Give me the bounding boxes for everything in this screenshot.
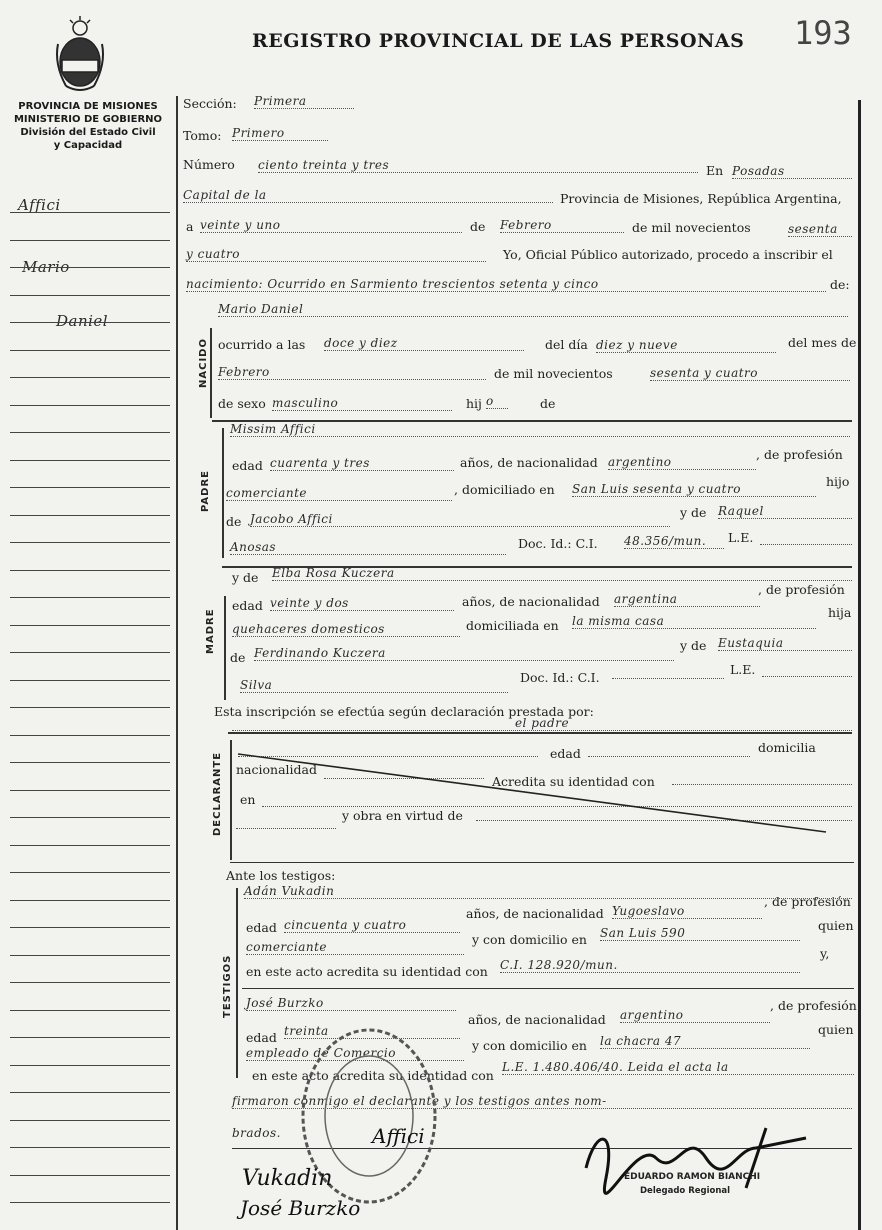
margin-rule xyxy=(10,542,170,543)
t2-anos-nac-label: años, de nacionalidad xyxy=(468,1012,606,1027)
padre-side-label: PADRE xyxy=(200,470,211,512)
domicilia-label: domicilia xyxy=(758,740,816,755)
hijo-label: hijo xyxy=(826,474,850,489)
margin-rule xyxy=(10,817,170,818)
oficial-label: Yo, Oficial Público autorizado, procedo a inscribir el xyxy=(503,247,833,262)
t1-quien-label: quien xyxy=(818,918,854,933)
margin-name2: Daniel xyxy=(56,312,109,330)
padre-de-label: de xyxy=(226,514,242,529)
margin-rule xyxy=(10,597,170,598)
madre-edad-label: edad xyxy=(232,598,263,613)
margin-rule xyxy=(10,845,170,846)
testigo1-domicilio: San Luis 590 xyxy=(600,926,800,941)
en-label: En xyxy=(706,163,724,178)
padre-profesion-label: , de profesión xyxy=(756,447,843,462)
hija-label: hija xyxy=(828,605,852,620)
margin-rule xyxy=(10,982,170,983)
madre-doc-label: Doc. Id.: C.I. xyxy=(520,670,600,685)
margin-rule xyxy=(10,350,170,351)
signature-affici: Affici xyxy=(372,1124,425,1148)
margin-rule xyxy=(10,872,170,873)
madre-profesion-label: , de profesión xyxy=(758,582,845,597)
testigo2-doc: L.E. 1.480.406/40. Leida el acta la xyxy=(502,1060,854,1075)
madre-domicilio: la misma casa xyxy=(572,614,816,629)
madre-de-label: de xyxy=(230,650,246,665)
t1-y-label: y, xyxy=(820,946,830,961)
declarante-side-label: DECLARANTE xyxy=(212,751,223,836)
margin-surname: Affici xyxy=(18,196,61,214)
dia-value: veinte y uno xyxy=(200,218,462,233)
issuer-line4: y Capacidad xyxy=(53,140,123,151)
margin-rule xyxy=(10,735,170,736)
madre-edad: veinte y dos xyxy=(270,596,454,611)
seccion-value: Primera xyxy=(254,94,354,109)
testigo1-profesion: comerciante xyxy=(246,940,464,955)
margin-rule xyxy=(10,680,170,681)
testigo1-nacionalidad: Yugoeslavo xyxy=(612,904,762,919)
de-colon-label: de: xyxy=(830,277,850,292)
nacido-sexo: masculino xyxy=(272,396,452,411)
madre-nombre: Elba Rosa Kuczera xyxy=(272,566,852,581)
cierre-line2: brados. xyxy=(232,1126,281,1140)
madre-nacionalidad: argentina xyxy=(614,592,760,607)
official-role: Delegado Regional xyxy=(640,1186,731,1196)
acredita-label: Acredita su identidad con xyxy=(492,774,655,789)
mil-nov-label: de mil novecientos xyxy=(632,220,751,235)
madre-madre2: Silva xyxy=(240,678,508,693)
margin-rule xyxy=(10,927,170,928)
testigo1-nombre: Adán Vukadin xyxy=(244,884,852,899)
del-dia-label: del día xyxy=(545,337,588,352)
nacido-mes: Febrero xyxy=(218,365,486,380)
signature-vukadin: Vukadin xyxy=(242,1166,333,1191)
padre-madre1: Raquel xyxy=(718,504,852,519)
padre-padre: Jacobo Affici xyxy=(250,512,670,527)
madre-y-de-label: y de xyxy=(680,638,707,653)
page-title: REGISTRO PROVINCIAL DE LAS PERSONAS xyxy=(252,30,745,52)
margin-rule xyxy=(10,1092,170,1093)
padre-le-label: L.E. xyxy=(728,530,754,545)
margin-rule xyxy=(10,762,170,763)
testigo1-edad: cincuenta y cuatro xyxy=(284,918,460,933)
hij-label: hij xyxy=(466,396,482,411)
padre-nacionalidad: argentino xyxy=(608,455,756,470)
seccion-label: Sección: xyxy=(183,96,237,111)
madre-y-de-label: y de xyxy=(232,570,259,585)
acto-value: nacimiento: Ocurrido en Sarmiento trescientos setenta y cinco xyxy=(186,277,826,292)
padre-edad-label: edad xyxy=(232,458,263,473)
de-mil-nov-label: de mil novecientos xyxy=(494,366,613,381)
t2-profesion-label: , de profesión xyxy=(770,998,857,1013)
padre-domicilio: San Luis sesenta y cuatro xyxy=(572,482,816,497)
padre-doc-label: Doc. Id.: C.I. xyxy=(518,536,598,551)
inscripcion-label: Esta inscripción se efectúa según declaración prestada por: xyxy=(214,704,594,719)
t2-quien-label: quien xyxy=(818,1022,854,1037)
en-label-decl: en xyxy=(240,792,256,807)
margin-rule xyxy=(10,267,170,268)
padre-edad: cuarenta y tres xyxy=(270,456,454,471)
ocurrido-label: ocurrido a las xyxy=(218,337,306,352)
margin-rule xyxy=(10,1010,170,1011)
padre-anos-nac-label: años, de nacionalidad xyxy=(460,455,598,470)
tomo-label: Tomo: xyxy=(183,128,222,143)
provincia-label: Provincia de Misiones, República Argentina, xyxy=(560,191,842,206)
nacido-anio: sesenta y cuatro xyxy=(650,366,850,381)
madre-side-label: MADRE xyxy=(205,608,216,654)
t2-acredita-label: en este acto acredita su identidad con xyxy=(252,1068,494,1083)
madre-anos-nac-label: años, de nacionalidad xyxy=(462,594,600,609)
padre-y-de-label: y de xyxy=(680,505,707,520)
issuer-line3: División del Estado Civil xyxy=(20,127,156,138)
t1-domicilio-label: y con domicilio en xyxy=(472,932,587,947)
padre-nombre: Missim Affici xyxy=(230,422,850,437)
margin-rule xyxy=(10,570,170,571)
testigo1-doc: C.I. 128.920/mun. xyxy=(500,958,800,973)
margin-rule xyxy=(10,295,170,296)
margin-rule xyxy=(10,405,170,406)
issuer-block xyxy=(6,100,170,152)
madre-padre: Ferdinando Kuczera xyxy=(254,646,674,661)
margin-rule xyxy=(10,212,170,213)
margin-rule xyxy=(10,1175,170,1176)
t2-edad-label: edad xyxy=(246,1030,277,1045)
nacido-hij-suffix: o xyxy=(486,394,508,409)
nacido-dia: diez y nueve xyxy=(596,338,776,353)
margin-name1: Mario xyxy=(22,258,70,276)
margin-rule xyxy=(10,1147,170,1148)
cierre-line1: firmaron conmigo el declarante y los testigos antes nom- xyxy=(232,1094,852,1109)
de-sexo-label: de sexo xyxy=(218,396,266,411)
testigo2-profesion: empleado de Comercio xyxy=(246,1046,464,1061)
nacido-side-label: NACIDO xyxy=(198,338,209,388)
del-mes-label: del mes de xyxy=(788,335,857,350)
margin-rule xyxy=(10,707,170,708)
testigo2-nacionalidad: argentino xyxy=(620,1008,770,1023)
padre-madre2: Anosas xyxy=(230,540,506,555)
issuer-line1: PROVINCIA DE MISIONES xyxy=(18,101,158,112)
madre-madre1: Eustaquia xyxy=(718,636,852,651)
margin-rule xyxy=(10,625,170,626)
de-label: de xyxy=(470,219,486,234)
margin-rule xyxy=(10,1120,170,1121)
testigo2-nombre: José Burzko xyxy=(246,996,456,1011)
page-number: 193 xyxy=(794,14,852,52)
t1-edad-label: edad xyxy=(246,920,277,935)
t1-acredita-label: en este acto acredita su identidad con xyxy=(246,964,488,979)
margin-rule xyxy=(10,515,170,516)
t1-profesion-label: , de profesión xyxy=(764,894,851,909)
en-value: Posadas xyxy=(732,164,852,179)
signature-burzko: José Burzko xyxy=(240,1196,361,1220)
anio2-value: y cuatro xyxy=(186,247,486,262)
padre-domiciliado-label: , domiciliado en xyxy=(454,482,555,497)
margin-rule xyxy=(10,652,170,653)
nacido-nombre: Mario Daniel xyxy=(218,302,848,317)
de-label-2: de xyxy=(540,396,556,411)
margin-rule xyxy=(10,900,170,901)
margin-rule xyxy=(10,790,170,791)
ante-label: Ante los testigos: xyxy=(226,868,336,883)
margin-rule xyxy=(10,377,170,378)
coat-of-arms-emblem xyxy=(52,14,108,96)
nacido-hora: doce y diez xyxy=(324,336,524,351)
obra-label: y obra en virtud de xyxy=(342,808,463,823)
anio1-value: sesenta xyxy=(788,222,852,237)
padre-profesion: comerciante xyxy=(226,486,452,501)
testigos-side-label: TESTIGOS xyxy=(222,954,233,1018)
a-label: a xyxy=(186,219,194,234)
mes-value: Febrero xyxy=(500,218,624,233)
t2-domicilio-label: y con domicilio en xyxy=(472,1038,587,1053)
margin-rule xyxy=(10,460,170,461)
nacionalidad-label: nacionalidad xyxy=(236,762,317,777)
numero-label: Número xyxy=(183,157,235,172)
numero-value: ciento treinta y tres xyxy=(258,158,698,173)
madre-le-label: L.E. xyxy=(730,662,756,677)
margin-rule xyxy=(10,240,170,241)
testigo2-edad: treinta xyxy=(284,1024,460,1039)
t1-anos-nac-label: años, de nacionalidad xyxy=(466,906,604,921)
official-name: EDUARDO RAMON BIANCHI xyxy=(624,1172,761,1182)
margin-rule xyxy=(10,955,170,956)
tomo-value: Primero xyxy=(232,126,328,141)
margin-rule xyxy=(10,1065,170,1066)
testigo2-domicilio: la chacra 47 xyxy=(600,1034,810,1049)
capital-value: Capital de la xyxy=(183,188,553,203)
margin-rule xyxy=(10,1037,170,1038)
margin-rule xyxy=(10,1202,170,1203)
margin-rule xyxy=(10,487,170,488)
madre-profesion: quehaceres domesticos xyxy=(232,622,460,637)
margin-rule xyxy=(10,432,170,433)
edad-label-decl: edad xyxy=(550,746,581,761)
cancel-strike-line xyxy=(230,740,830,836)
margin-rule xyxy=(10,322,170,323)
issuer-line2: MINISTERIO DE GOBIERNO xyxy=(13,114,163,125)
madre-domiciliada-label: domiciliada en xyxy=(466,618,559,633)
padre-ci: 48.356/mun. xyxy=(624,534,724,549)
declarante-quien: el padre xyxy=(232,716,852,731)
